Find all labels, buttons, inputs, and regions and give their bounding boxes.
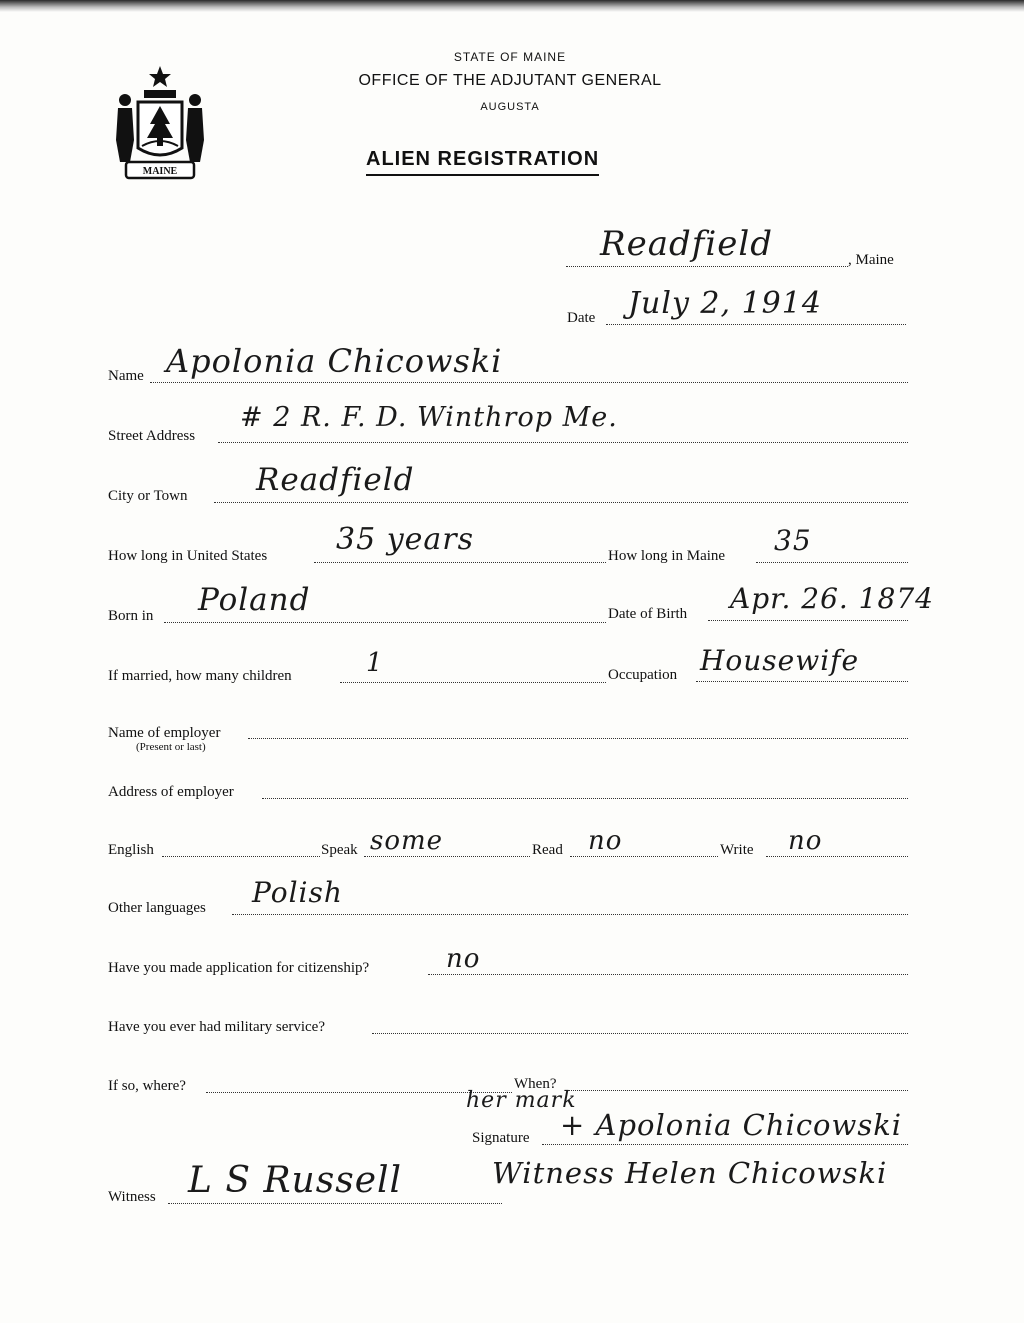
her-mark-note: her mark xyxy=(466,1088,577,1113)
citizenship-value: no xyxy=(446,944,481,974)
military-line xyxy=(372,1033,908,1034)
maine-duration-line xyxy=(756,562,908,563)
employer-address-label: Address of employer xyxy=(108,784,234,800)
born-in-line xyxy=(164,622,606,623)
children-value: 1 xyxy=(366,648,384,678)
date-value: July 2, 1914 xyxy=(628,286,822,321)
read-label: Read xyxy=(532,842,563,858)
speak-line xyxy=(364,856,530,857)
other-languages-line xyxy=(232,914,908,915)
dob-value: Apr. 26. 1874 xyxy=(730,582,934,615)
signature-label: Signature xyxy=(472,1130,530,1146)
occupation-value: Housewife xyxy=(700,644,860,677)
children-label: If married, how many children xyxy=(108,668,292,684)
english-label: English xyxy=(108,842,154,858)
english-line xyxy=(162,856,320,857)
us-duration-line xyxy=(314,562,606,563)
scan-edge xyxy=(0,0,1024,12)
street-label: Street Address xyxy=(108,428,196,444)
employer-line xyxy=(248,738,908,739)
street-line xyxy=(218,442,908,443)
city-line xyxy=(214,502,908,503)
place-line xyxy=(566,266,848,267)
children-line xyxy=(340,682,606,683)
witness-value: L S Russell xyxy=(188,1160,403,1201)
maine-seal-icon xyxy=(108,62,212,184)
us-duration-label: How long in United States xyxy=(108,548,268,564)
place-value: Readfield xyxy=(600,224,773,264)
witness-label: Witness xyxy=(108,1189,156,1205)
write-label: Write xyxy=(720,842,754,858)
when-label: When? xyxy=(514,1076,557,1092)
name-value: Apolonia Chicowski xyxy=(166,342,503,380)
maine-duration-value: 35 xyxy=(774,524,812,557)
witness-line xyxy=(168,1203,502,1204)
employer-sublabel: (Present or last) xyxy=(136,741,206,753)
born-in-label: Born in xyxy=(108,608,154,624)
write-line xyxy=(766,856,908,857)
us-duration-value: 35 years xyxy=(336,522,475,557)
signature-value: + Apolonia Chicowski xyxy=(560,1108,903,1142)
signature-line xyxy=(542,1144,908,1145)
city-value: Readfield xyxy=(256,462,415,498)
where-label: If so, where? xyxy=(108,1078,186,1094)
military-label: Have you ever had military service? xyxy=(108,1019,325,1035)
name-label: Name xyxy=(108,368,144,384)
employer-address-line xyxy=(262,798,908,799)
state-heading: STATE OF MAINE xyxy=(453,50,567,64)
read-value: no xyxy=(588,826,623,856)
citizenship-line xyxy=(428,974,908,975)
citizenship-label: Have you made application for citizenship? xyxy=(108,960,370,976)
employer-label: Name of employer xyxy=(108,725,221,741)
when-line xyxy=(568,1090,908,1091)
street-value: # 2 R. F. D. Winthrop Me. xyxy=(240,402,618,433)
maine-duration-label: How long in Maine xyxy=(608,548,726,564)
write-value: no xyxy=(788,826,823,856)
occupation-label: Occupation xyxy=(608,667,678,683)
dob-line xyxy=(708,620,908,621)
dob-label: Date of Birth xyxy=(608,606,688,622)
date-label: Date xyxy=(567,310,596,326)
place-suffix: , Maine xyxy=(848,252,894,268)
speak-value: some xyxy=(370,826,444,856)
witness-note: Witness Helen Chicowski xyxy=(492,1156,888,1190)
name-line xyxy=(150,382,908,383)
date-line xyxy=(606,324,906,325)
read-line xyxy=(570,856,718,857)
city-heading: AUGUSTA xyxy=(480,101,540,113)
city-label: City or Town xyxy=(108,488,188,504)
speak-label: Speak xyxy=(321,842,358,858)
seal-text: MAINE xyxy=(142,166,178,177)
office-heading: OFFICE OF THE ADJUTANT GENERAL xyxy=(358,72,662,89)
other-languages-label: Other languages xyxy=(108,900,206,916)
form-title: ALIEN REGISTRATION xyxy=(366,148,599,176)
other-languages-value: Polish xyxy=(252,876,343,909)
born-in-value: Poland xyxy=(198,582,311,618)
occupation-line xyxy=(696,681,908,682)
